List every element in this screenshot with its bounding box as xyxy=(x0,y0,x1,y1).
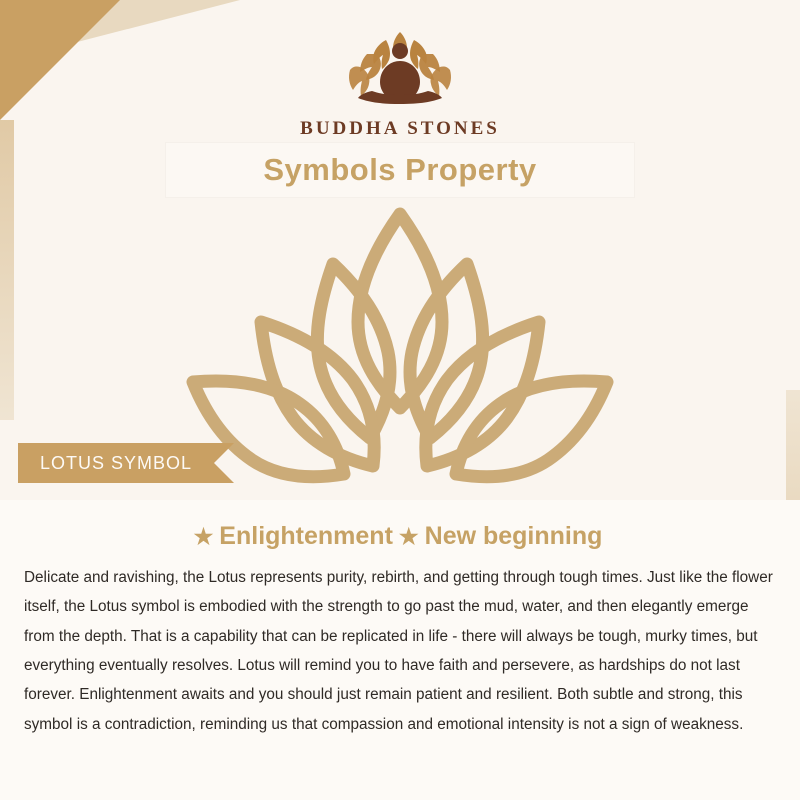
description-panel xyxy=(0,500,800,800)
lotus-symbol-ribbon xyxy=(18,443,214,483)
lotus-meditation-figure-icon xyxy=(0,18,800,114)
star-icon-left: ★ xyxy=(193,523,214,549)
headline-word-enlightenment: Enlightenment xyxy=(219,522,393,550)
title-banner xyxy=(166,143,634,197)
star-icon-right: ★ xyxy=(398,523,419,549)
ribbon-label: LOTUS SYMBOL xyxy=(40,452,193,473)
edge-decoration-left xyxy=(0,120,14,420)
brand-block xyxy=(0,18,800,140)
headline-word-new-beginning: New beginning xyxy=(424,522,603,550)
headline xyxy=(0,522,800,551)
brand-name: BUDDHA STONES xyxy=(300,118,500,139)
lotus-flower-icon xyxy=(165,196,635,501)
page-title: Symbols Property xyxy=(263,152,537,187)
description-text: Delicate and ravishing, the Lotus represents purity, rebirth, and getting through tough times. Just like the flower itself, the Lotus symbol is embodied with the strength to go past the mud, water, and then elegantly emerge from the depth. That is a capability that can be replicated in life - there will always be tough, murky times, but everything eventually resolves. Lotus will remind you to have faith and persevere, as hardships do not last forever. Enlightenment awaits and you should just remain patient and resilient. Both subtle and strong, this symbol is a contradiction, reminding us that compassion and emotional intensity is not a sign of weakness. xyxy=(24,569,773,733)
